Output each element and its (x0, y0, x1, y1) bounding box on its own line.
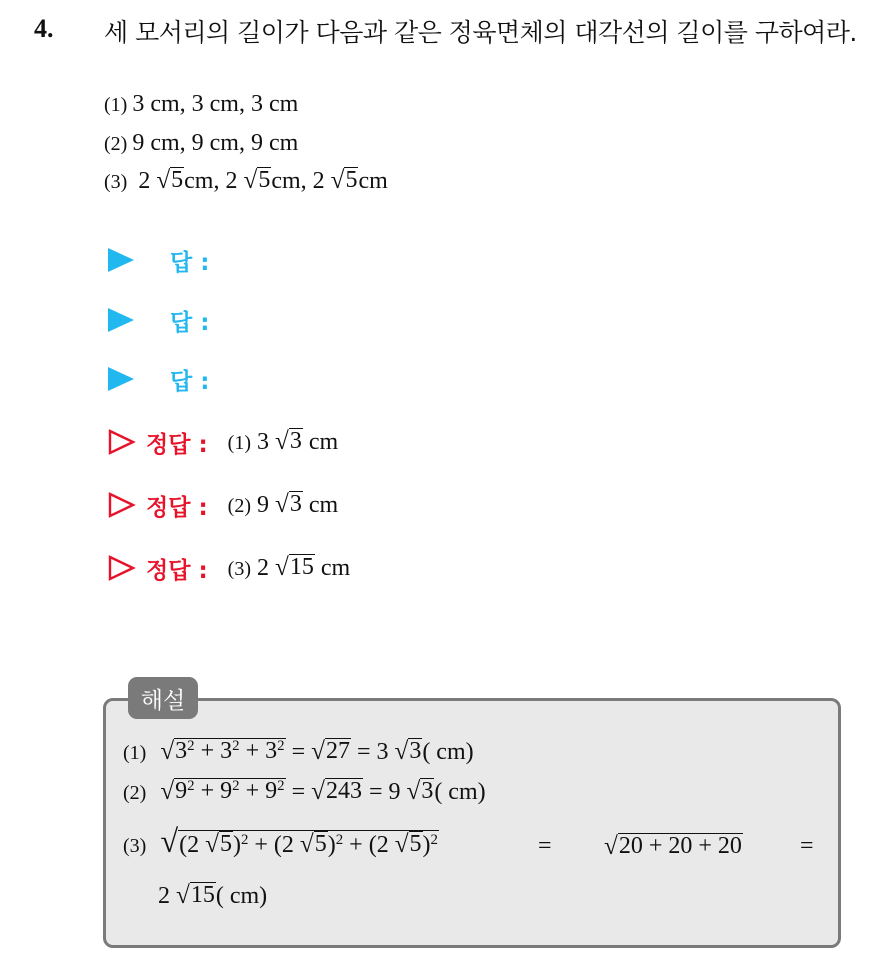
solution-line-3-rhs: √ 20 + 20 + 20 (604, 832, 742, 860)
option-1 (104, 91, 298, 118)
correct-answer-row-2 (108, 486, 338, 524)
correct-answer-row-3 (108, 549, 350, 587)
option-unit: cm (184, 167, 214, 194)
sqrt-expression: √ 5 (243, 166, 271, 194)
question-number: 4. (34, 14, 54, 43)
play-arrow-icon (108, 308, 134, 332)
solution-line-3: (3) √ (2 √ 5 )$^2$ + (2 √ 5 )$^2$ + (2 √ 5 )$^2$ (123, 824, 438, 860)
play-arrow-icon (108, 248, 134, 272)
outline-triangle-icon (108, 492, 136, 518)
outline-triangle-icon (108, 429, 136, 455)
answer-row-2 (108, 303, 209, 337)
correct-label: 정답 : (146, 431, 208, 458)
option-text: 3 cm, 3 cm, 3 cm (132, 91, 299, 117)
answer-label: 답 : (170, 368, 210, 395)
correct-value: (1) 3 √ 3 cm (227, 427, 339, 455)
outline-triangle-icon (108, 555, 136, 581)
sqrt-expression: √ 5 (330, 166, 358, 194)
option-3: (3) 2 √ 5 cm, 2 √ 5 cm, 2 √ 5 cm (104, 166, 388, 194)
option-label: (3) (104, 170, 128, 193)
answer-row-1 (108, 243, 209, 277)
answer-row-3 (108, 362, 209, 396)
option-label: (2) (104, 133, 128, 155)
option-label: (1) (104, 94, 128, 116)
solution-title: 해설 (128, 677, 198, 719)
solution-line-4: 2 √ 15 ( cm) (158, 881, 268, 909)
option-2 (104, 130, 298, 157)
question-text: 세 모서리의 길이가 다음과 같은 정육면체의 대각선의 길이를 구하여라. (104, 18, 857, 47)
correct-value: (2) 9 √ 3 cm (227, 490, 339, 518)
correct-answer-row-1 (108, 423, 338, 461)
sqrt-expression: √ 5 (156, 166, 184, 194)
play-arrow-icon (108, 367, 134, 391)
answer-label: 답 : (170, 249, 210, 276)
equals-sign: = (800, 833, 814, 859)
solution-line-2: (2) √ $9^2 + 9^2 + 9^2$ = √ 243 = 9 √ 3 ( cm) (123, 778, 486, 806)
option-text: 9 cm, 9 cm, 9 cm (132, 130, 299, 156)
correct-label: 정답 : (146, 494, 208, 521)
solution-line-1: (1) √ $3^2 + 3^2 + 3^2$ = √ 27 = 3 √ 3 ( cm) (123, 738, 474, 766)
correct-value: (3) 2 √ 15 cm (227, 553, 351, 581)
equals-sign: = (538, 833, 552, 859)
answer-label: 답 : (170, 309, 210, 336)
option-coef: 2 (138, 167, 151, 194)
correct-label: 정답 : (146, 557, 208, 584)
solution-panel (103, 698, 841, 948)
